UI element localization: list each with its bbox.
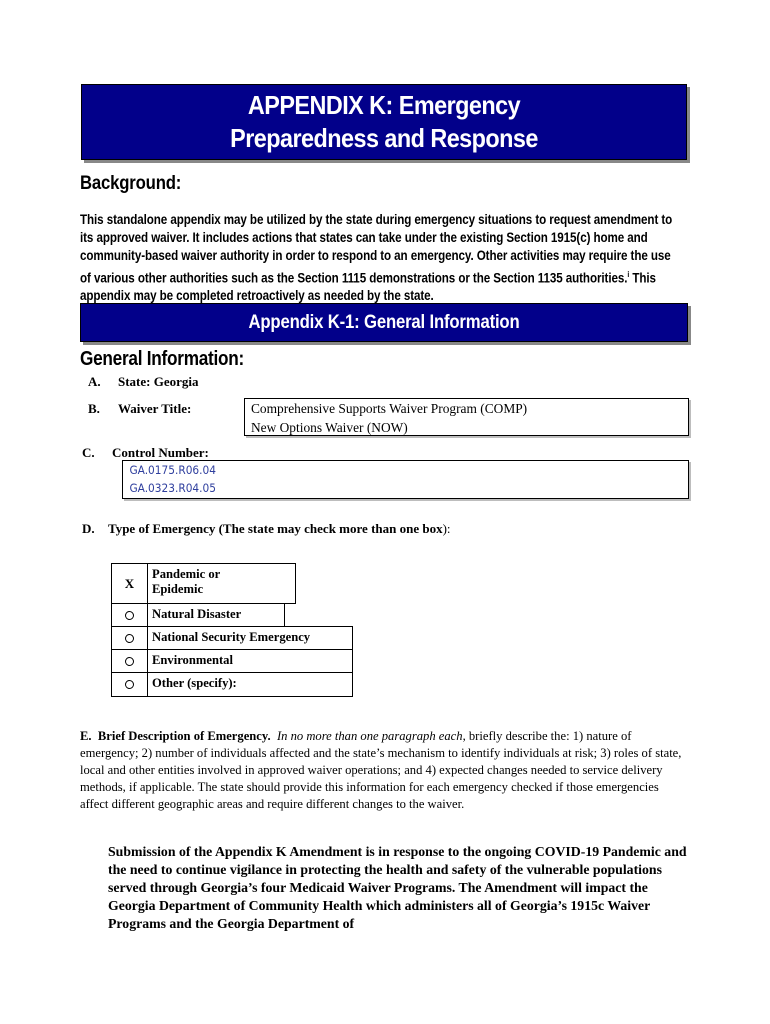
control-number-field[interactable] (122, 460, 689, 499)
environmental-checkbox[interactable] (111, 649, 148, 673)
control-number-2: GA.0323.R04.05 (129, 481, 216, 495)
radio-icon (125, 680, 134, 689)
natural-disaster-label: Natural Disaster (147, 603, 285, 627)
section-e-text: , briefly describe the: 1) nature of emergency; 2) number of individuals affected and the state’s mechanism to identify individuals at risk; 3) roles of state, local and other entities involved in approved waiver operations; and 4) expected changes needed to service delivery methods, if applicable. The state should provide this information for each emergency checked if those emergencies affect different geographic areas and require different changes to the waiver. (80, 729, 682, 811)
national-security-label: National Security Emergency (147, 626, 353, 650)
page-title: APPENDIX K: Emergency Preparedness and Response (230, 90, 538, 153)
national-security-checkbox[interactable] (111, 626, 148, 650)
section-e-letter: E. (80, 729, 92, 743)
waiver-title-label: Waiver Title: (118, 401, 192, 416)
title-banner (81, 84, 687, 160)
other-label: Other (specify): (147, 672, 353, 697)
submission-paragraph: Submission of the Appendix K Amendment is in response to the ongoing COVID-19 Pandemic and the need to continue vigilance in protecting the health and safety of the vulnerable populations served through Georgia’s four Medicaid Waiver Programs. The Amendment will impact the Georgia Department of Community Health which administers all of Georgia’s 1915c Waiver Programs and the Georgia Department of (108, 844, 687, 931)
waiver-title-field[interactable] (244, 398, 689, 436)
emergency-type-suffix: ): (442, 521, 451, 536)
section-e-lead: Brief Description of Emergency. (97, 729, 271, 743)
item-b-letter: B. (88, 401, 100, 416)
background-text: This standalone appendix may be utilized by the state during emergency situations to request amendment to its approved waiver. It includes actions that states can take under the existing Section 1915(c) home and community-based waiver authority in order to respond to an emergency. Other activities may require the use of various other authorities such as the Section 1115 demonstrations or the Section 1135 authorities. (80, 212, 673, 286)
state-label: State: Georgia (118, 374, 199, 389)
item-c-letter: C. (82, 445, 95, 460)
footnote-mark[interactable]: i (627, 269, 630, 279)
control-number-label: Control Number: (112, 445, 209, 460)
pandemic-label-text: Pandemic or Epidemic (152, 567, 220, 596)
other-checkbox[interactable] (111, 672, 148, 697)
item-d-letter: D. (82, 521, 95, 536)
control-number-1: GA.0175.R06.04 (129, 463, 216, 477)
emergency-type-label (108, 521, 451, 537)
background-paragraph (80, 211, 679, 305)
section-e-italic: In no more than one paragraph each (276, 729, 463, 743)
natural-disaster-checkbox[interactable] (111, 603, 148, 627)
section-banner (80, 303, 688, 342)
radio-icon (125, 611, 134, 620)
checked-x-mark: X (124, 575, 135, 591)
environmental-label: Environmental (147, 649, 353, 673)
waiver-title-line-1: Comprehensive Supports Waiver Program (COMP) (251, 401, 528, 416)
section-title: Appendix K-1: General Information (248, 311, 520, 333)
radio-icon (125, 634, 134, 643)
waiver-title-line-2: New Options Waiver (NOW) (251, 419, 408, 435)
pandemic-checkbox[interactable] (111, 563, 148, 604)
pandemic-label (147, 563, 296, 604)
background-heading: Background: (80, 173, 182, 194)
emergency-type-text: Type of Emergency (The state may check more than one box (108, 521, 443, 536)
section-e-description (80, 728, 690, 813)
item-a-letter: A. (88, 374, 101, 389)
general-info-heading: General Information: (80, 348, 245, 370)
radio-icon (125, 657, 134, 666)
background-text-end: This appendix may be completed retroactively as needed by the state. (80, 270, 656, 304)
